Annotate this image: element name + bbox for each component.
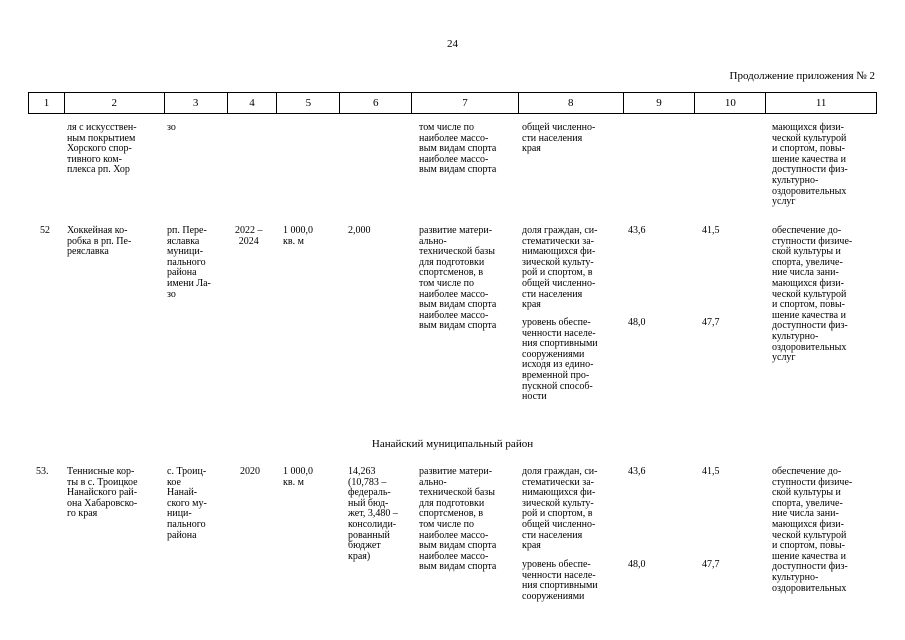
carryover-indicator: общей численно- сти населения края [522,122,596,155]
page-number: 24 [447,38,458,50]
row52-target-1: 41,5 [702,225,720,236]
header-col-3: 3 [165,93,228,113]
row52-indicator-1: доля граждан, си- стематически за- нимающихся фи- зической культу- рой и спортом, в общей численно- сти населения края [522,225,598,311]
row52-capacity: 1 000,0 кв. м [283,225,313,247]
row53-result: обеспечение до- ступности физиче- ской культуры и спорта, увеличе- ние числа зани- мающихся физи- ческой культурой и спортом, повы- шение качества и доступности физ- культурно- оздоровительных [772,466,853,594]
row52-years: 2022 – 2024 [235,225,263,247]
row53-number: 53. [36,466,49,477]
header-col-11: 11 [815,97,827,109]
row52-base-2: 48,0 [628,317,646,328]
row53-name: Теннисные кор- ты в с. Троицкое Нанайского рай- она Хабаровско- го края [67,466,138,520]
row52-result: обеспечение до- ступности физиче- ской культуры и спорта, увеличе- ние числа зани- мающихся физи- ческой культурой и спортом, повы- шение качества и доступности физ- культурно- оздоровительных услуг [772,225,853,364]
row53-funding: 14,263 (10,783 – федераль- ный бюд- жет, 3,480 – консолиди- рованный бюджет края) [348,466,398,562]
header-col-8: 8 [519,93,624,113]
carryover-location: зо [167,122,176,133]
carryover-name: ля с искусствен- ным покрытием Хорского спор- тивного ком- плекса рп. Хор [67,122,137,176]
row52-location: рп. Пере- яславка муници- пального района имени Ла- зо [167,225,211,300]
header-col-6: 6 [340,93,412,113]
header-col-9: 9 [624,93,696,113]
row53-capacity: 1 000,0 кв. м [283,466,313,488]
row52-funding: 2,000 [348,225,371,236]
row52-goal: развитие матери- ально- технической базы для подготовки спортсменов, в том числе по наиболее массо- вым видам спорта наиболее массо- вым видам спорта [419,225,497,332]
row53-indicator-1: доля граждан, си- стематически за- нимающихся фи- зической культу- рой и спортом, в общей численно- сти населения края [522,466,598,552]
row53-goal: развитие матери- ально- технической базы для подготовки спортсменов, в том числе по наиболее массо- вым видам спорта наиболее массо- вым видам спорта [419,466,497,573]
header-col-7: 7 [412,93,519,113]
header-col-2: 2 [65,93,165,113]
header-col-5: 5 [277,93,340,113]
row52-number: 52 [40,225,50,236]
row53-base-2: 48,0 [628,559,646,570]
carryover-goal: том числе по наиболее массо- вым видам спорта наиболее массо- вым видам спорта [419,122,497,176]
header-col-10: 10 [695,93,766,113]
row52-base-1: 43,6 [628,225,646,236]
row53-indicator-2: уровень обеспе- ченности населе- ния спортивными сооружениями [522,559,598,602]
header-col-1: 1 [29,93,65,113]
continuation-label: Продолжение приложения № 2 [729,70,875,82]
carryover-result: мающихся физи- ческой культурой и спортом, повы- шение качества и доступности физ- культурно- оздоровительных услуг [772,122,848,208]
row53-target-2: 47,7 [702,559,720,570]
row53-location: с. Троиц- кое Нанай- ского му- ници- пального района [167,466,207,541]
row52-name: Хоккейная ко- робка в рп. Пе- реяславка [67,225,132,258]
row53-target-1: 41,5 [702,466,720,477]
table-header-row [28,92,877,114]
row53-base-1: 43,6 [628,466,646,477]
header-col-4: 4 [228,93,278,113]
row53-years: 2020 [240,466,260,477]
row52-indicator-2: уровень обеспе- ченности населе- ния спортивными сооружениями исходя из едино- временной про- пускной способ- ности [522,317,598,403]
row52-target-2: 47,7 [702,317,720,328]
section-title: Нанайский муниципальный район [371,438,534,450]
